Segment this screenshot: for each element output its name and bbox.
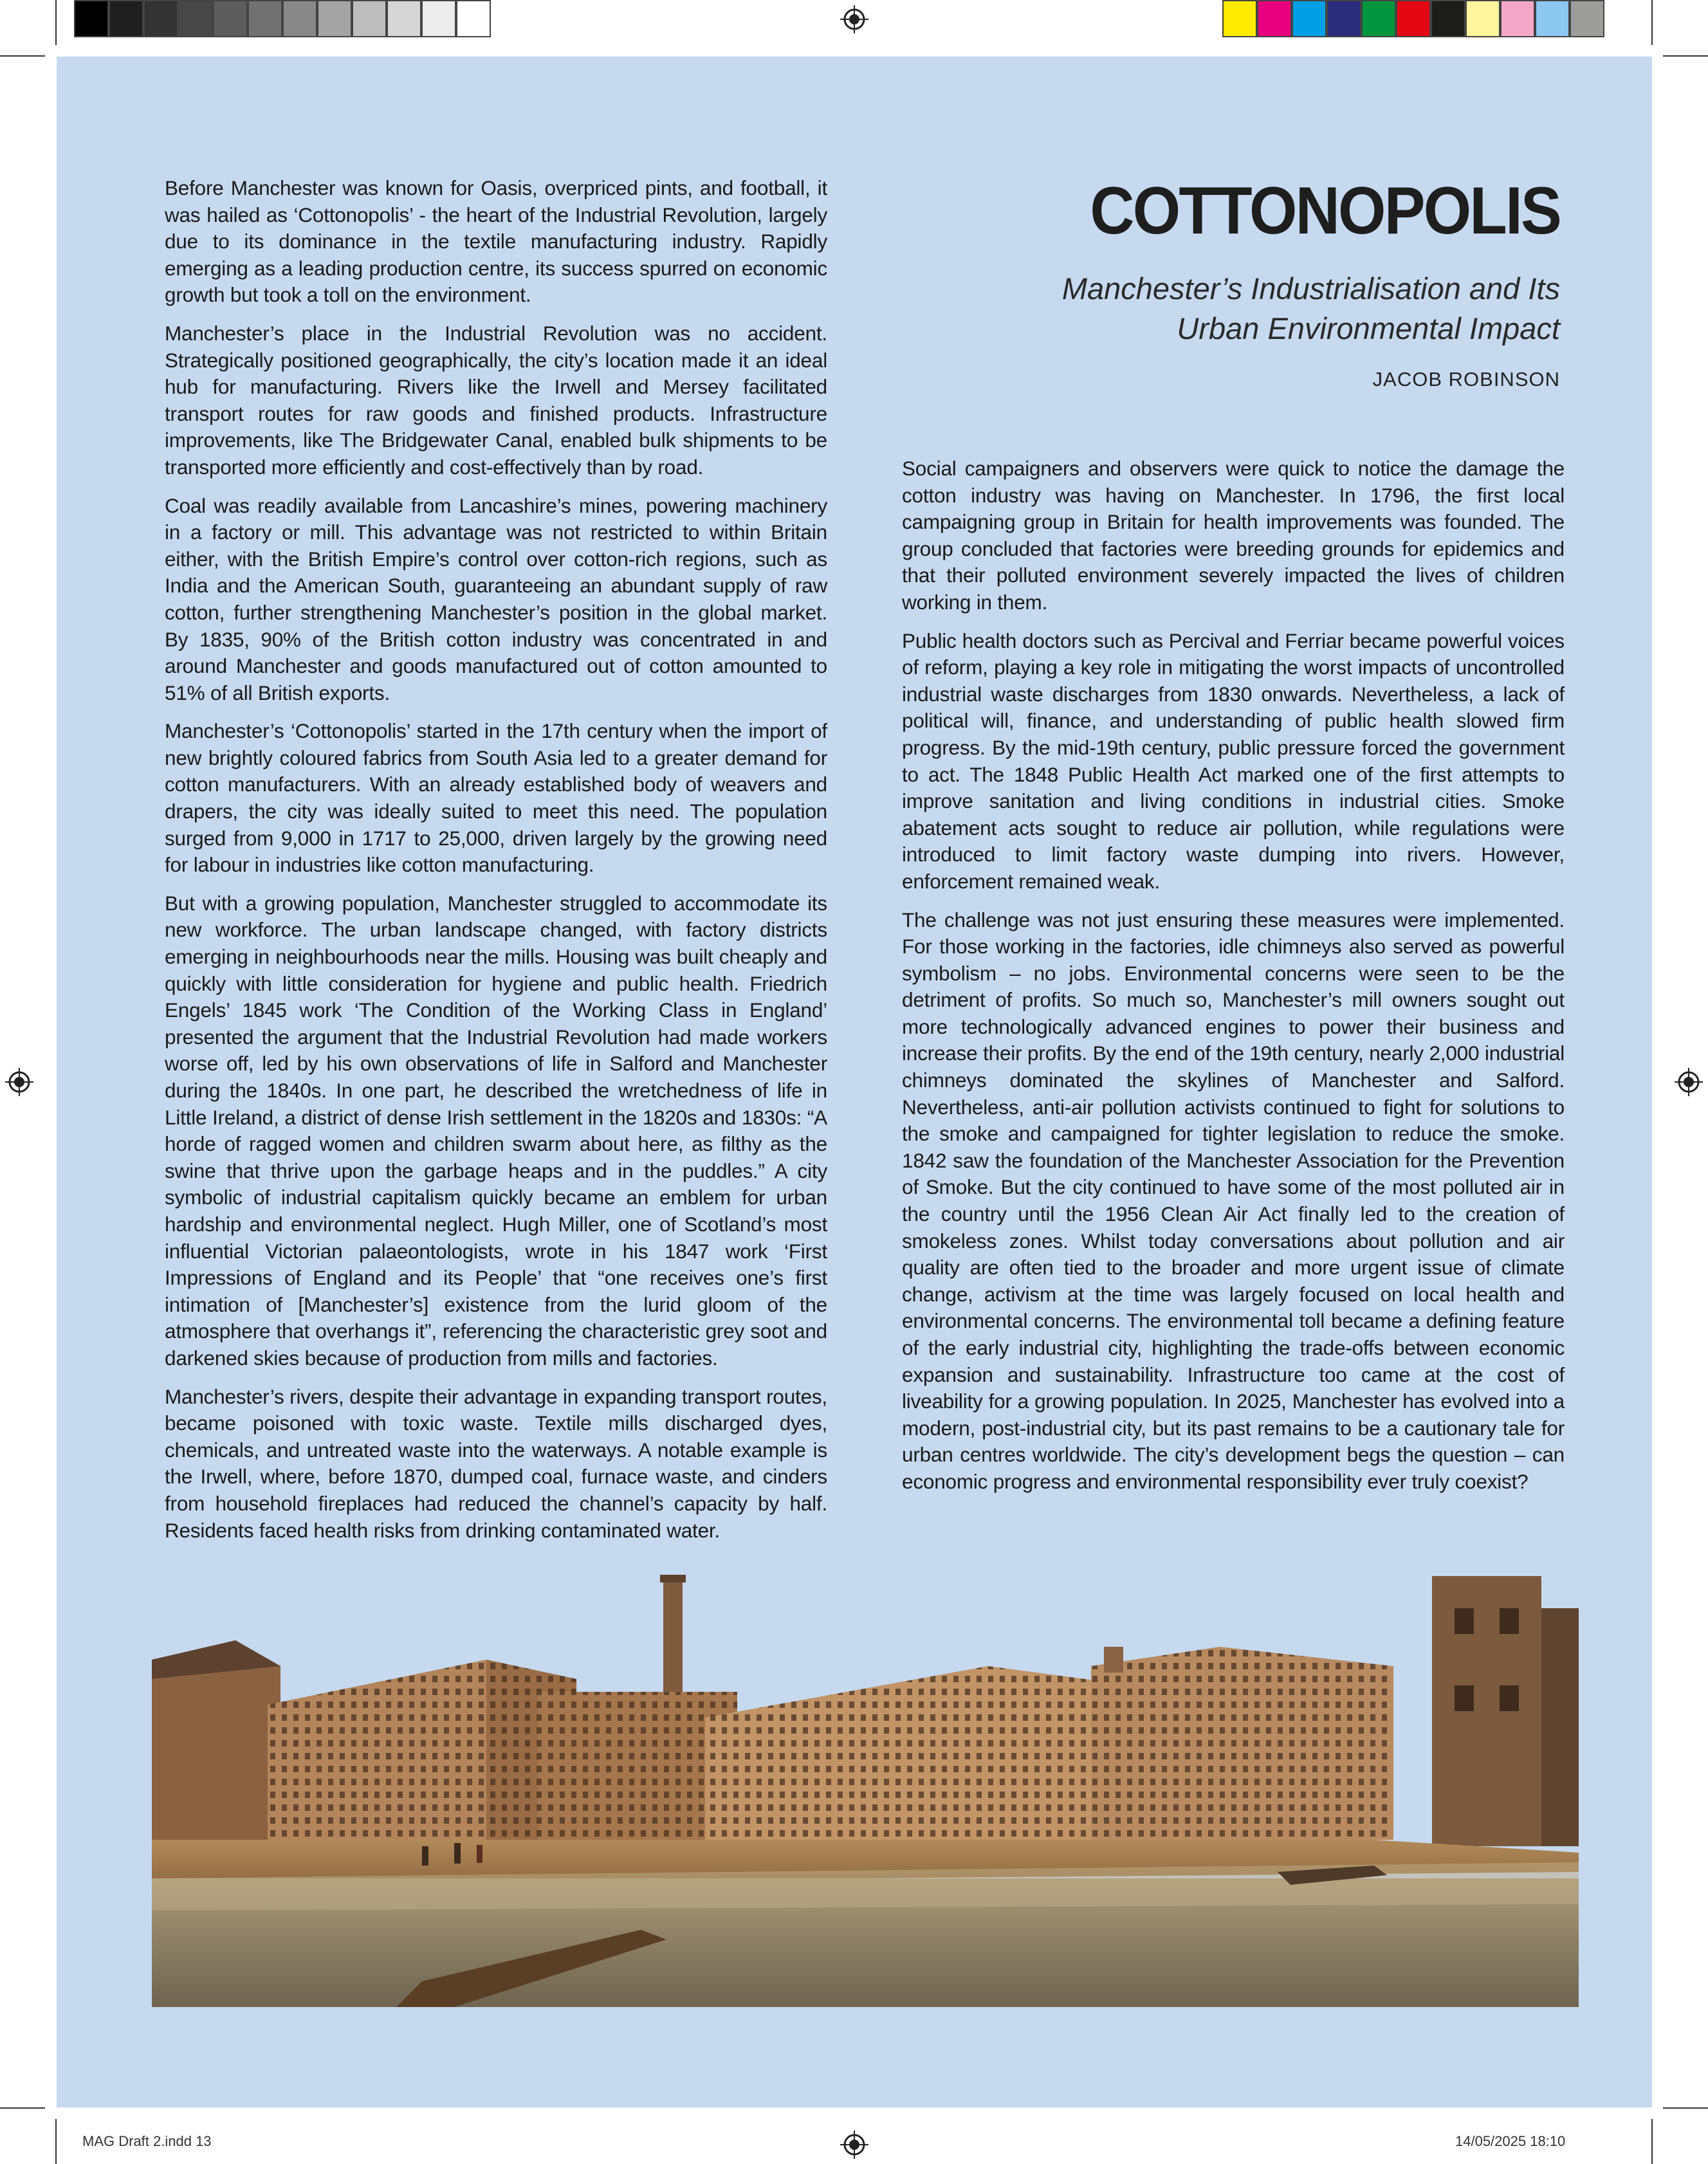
grayscale-color-bar [74, 0, 491, 39]
crop-mark [0, 55, 45, 57]
cotton-mills-illustration [152, 1570, 1579, 2007]
registration-mark-icon [1675, 1068, 1703, 1096]
color-swatch [421, 0, 456, 37]
crop-mark [1663, 55, 1708, 57]
color-swatch [1361, 0, 1396, 37]
color-swatch [1292, 0, 1327, 37]
paragraph: Social campaigners and observers were quick to notice the damage the cotton industry was having on Manchester. In 1796, the first local campaigning group in Britain for health improvements was founded. The group concluded that factories were breeding grounds for epidemics and that their polluted environment severely impacted the lives of children working in them. [902, 457, 1565, 614]
paragraph: Before Manchester was known for Oasis, overpriced pints, and football, it was hailed as ‘Cottonopolis’ - the heart of the Industrial Revolution, largely due to its dominance in the textile manufacturing industry. Rapidly emerging as a leading production centre, its success spurred on economic growth but took a toll on the environment. [165, 176, 827, 307]
article-subtitle [875, 269, 1560, 349]
file-slug: MAG Draft 2.indd 13 [82, 2133, 212, 2149]
color-swatch [1431, 0, 1465, 37]
crop-mark [1651, 2119, 1653, 2164]
crop-mark [1651, 0, 1653, 45]
paragraph: Manchester’s place in the Industrial Revolution was no accident. Strategically positioned geographically, the city’s location made it an ideal hub for manufacturing. Rivers like the Irwell and Mersey facilitated transport routes for raw goods and finished products. Infrastructure improvements, like The Bridgewater Canal, enabled bulk shipments to be transported more efficiently and cost-effectively than by road. [165, 321, 827, 479]
paragraph: Manchester’s ‘Cottonopolis’ started in the 17th century when the import of new brightly coloured fabrics from South Asia led to a greater demand for cotton manufacturers. With an already established body of weavers and drapers, the city was ideally suited to meet this need. The population surged from 9,000 in 1717 to 25,000, driven largely by the growing need for labour in industries like cotton manufacturing. [165, 719, 827, 877]
color-swatch [282, 0, 317, 37]
color-swatch [178, 0, 213, 37]
crop-mark [55, 0, 57, 45]
color-swatch [352, 0, 387, 37]
crop-mark [55, 2119, 57, 2164]
color-swatch [1570, 0, 1604, 37]
article-title-block [875, 172, 1560, 391]
color-swatch [143, 0, 178, 37]
color-swatch [1222, 0, 1257, 37]
color-swatch [387, 0, 421, 37]
paragraph: Public health doctors such as Percival and Ferriar became powerful voices of reform, playing a key role in mitigating the worst impacts of uncontrolled industrial waste discharges from 1830 onwards. Nevertheless, a lack of political will, finance, and understanding of public health slowed firm progress. By the mid-19th century, public pressure forced the government to act. The 1848 Public Health Act marked one of the first attempts to improve sanitation and living conditions in industrial cities. Smoke abatement acts sought to reduce air pollution, while regulations were introduced to limit factory waste dumping into rivers. However, enforcement remained weak. [902, 628, 1565, 893]
registration-mark-icon [5, 1068, 33, 1096]
print-timestamp: 14/05/2025 18:10 [1455, 2133, 1566, 2149]
color-swatch [317, 0, 352, 37]
color-swatch [1465, 0, 1500, 37]
color-swatch [1327, 0, 1361, 37]
paragraph: The challenge was not just ensuring these measures were implemented. For those working in the factories, idle chimneys also served as powerful symbolism – no jobs. Environmental concerns were seen to be the detriment of profits. So much so, Manchester’s mill owners sought out more technologically advanced engines to power their business and increase their profits. By the end of the 19th century, nearly 2,000 industrial chimneys dominated the skylines of Manchester and Salford. Nevertheless, anti-air pollution activists continued to fight for solutions to the smoke and campaigned for tighter legislation to reduce the smoke. 1842 saw the foundation of the Manchester Association for the Prevention of Smoke. But the city continued to have some of the most polluted air in the country until the 1956 Clean Air Act finally led to the creation of smokeless zones. Whilst today conversations about pollution and air quality are often tied to the broader and more urgent issue of climate change, activism at the time was largely focused on local health and environmental concerns. The environmental toll became a defining feature of the early industrial city, highlighting the trade-offs between economic expansion and sustainability. Infrastructure too came at the cost of liveability for a growing population. In 2025, Manchester has evolved into a modern, post-industrial city, but its past remains to be a cautionary tale for urban centres worldwide. The city’s development begs the question – can economic progress and environmental responsibility ever truly coexist? [902, 908, 1565, 1493]
registration-mark-icon [840, 5, 868, 33]
color-swatch [1396, 0, 1431, 37]
color-swatch [248, 0, 282, 37]
article-body-left-column [165, 175, 827, 1555]
paragraph: But with a growing population, Manchester struggled to accommodate its new workforce. The urban landscape changed, with factory districts emerging in neighbourhoods near the mills. Housing was built cheaply and quickly with little consideration for hygiene and public health. Friedrich Engels’ 1845 work ‘The Condition of the Working Class in England’ presented the argument that the Industrial Revolution had made workers worse off, led by his own observations of life in Salford and Manchester during the 1840s. In one part, he described the wretchedness of life in Little Ireland, a district of dense Irish settlement in the 1820s and 1830s: “A horde of ragged women and children swarm about here, as filthy as the swine that thrive upon the garbage heaps and in the puddles.” A city symbolic of industrial capitalism quickly became an emblem for urban hardship and environmental neglect. Hugh Miller, one of Scotland’s most influential Victorian palaeontologists, wrote in his 1847 work ‘First Impressions of England and its People’ that “one receives one’s first intimation of [Manchester’s] existence from the lurid gloom of the atmosphere that overhangs it”, referencing the characteristic grey soot and darkened skies because of production from mills and factories. [165, 891, 827, 1370]
article-headline: COTTONOPOLIS [1090, 174, 1560, 248]
author-byline: JACOB ROBINSON [1372, 368, 1560, 390]
crop-mark [1663, 2107, 1708, 2109]
color-swatch [1257, 0, 1292, 37]
subtitle-line: Manchester’s Industrialisation and Its [1061, 271, 1560, 306]
color-swatch [74, 0, 109, 37]
color-swatch [456, 0, 491, 37]
article-body-right-column [902, 455, 1565, 1507]
process-color-bar [1222, 0, 1604, 39]
color-swatch [1535, 0, 1570, 37]
paragraph: Coal was readily available from Lancashire’s mines, powering machinery in a factory or mill. This advantage was not restricted to within Britain either, with the British Empire’s control over cotton-rich regions, such as India and the American South, guaranteeing an abundant supply of raw cotton, further strengthening Manchester’s position in the global market. By 1835, 90% of the British cotton industry was concentrated in and around Manchester and goods manufactured out of cotton amounted to 51% of all British exports. [165, 493, 827, 704]
color-swatch [109, 0, 143, 37]
crop-mark [0, 2107, 45, 2109]
color-swatch [213, 0, 248, 37]
registration-mark-icon [840, 2131, 868, 2159]
subtitle-line: Urban Environmental Impact [1177, 311, 1560, 345]
color-swatch [1500, 0, 1535, 37]
paragraph: Manchester’s rivers, despite their advantage in expanding transport routes, became poisoned with toxic waste. Textile mills discharged dyes, chemicals, and untreated waste into the waterways. A notable example is the Irwell, where, before 1870, dumped coal, furnace waste, and cinders from household fireplaces had reduced the channel’s capacity by half. Residents faced health risks from drinking contaminated water. [165, 1384, 827, 1542]
